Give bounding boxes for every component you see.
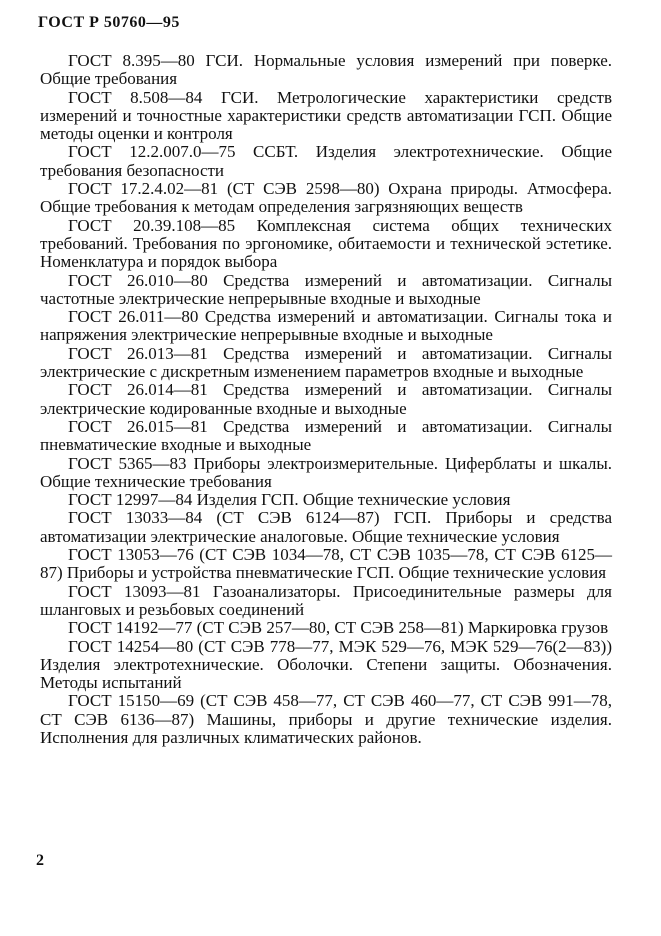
standard-entry: ГОСТ 14192—77 (СТ СЭВ 257—80, СТ СЭВ 258—81) Маркировка грузов — [68, 618, 609, 638]
standard-entry: ГОСТ 14254—80 (СТ СЭВ 778—77, МЭК 529—76, МЭК 529—76(2—83)) Изделия электротехнические. Оболочки. Степени защиты. Обозначения. Методы испытаний — [40, 636, 612, 693]
standard-entry: ГОСТ 13093—81 Газоанализаторы. Присоединительные размеры для шланговых и резьбовых соединений — [40, 581, 612, 619]
standard-entry: ГОСТ 12997—84 Изделия ГСП. Общие технические условия — [68, 490, 511, 510]
standard-entry: ГОСТ 17.2.4.02—81 (СТ СЭВ 2598—80) Охрана природы. Атмосфера. Общие требования к методам определения загрязняющих веществ — [40, 179, 612, 217]
page-number: 2 — [36, 852, 44, 869]
page-header-standard-number: ГОСТ Р 50760—95 — [38, 14, 180, 31]
standard-entry: ГОСТ 26.010—80 Средства измерений и автоматизации. Сигналы частотные электрические непрерывные входные и выходные — [40, 270, 612, 308]
standard-entry: ГОСТ 26.014—81 Средства измерений и автоматизации. Сигналы электрические кодированные входные и выходные — [40, 380, 612, 418]
standard-entry: ГОСТ 5365—83 Приборы электроизмерительные. Циферблаты и шкалы. Общие технические требования — [40, 453, 612, 491]
standard-entry: ГОСТ 26.015—81 Средства измерений и автоматизации. Сигналы пневматические входные и выходные — [40, 416, 612, 455]
standard-entry: ГОСТ 8.395—80 ГСИ. Нормальные условия измерений при поверке. Общие требования — [40, 51, 612, 89]
standard-entry: ГОСТ 26.011—80 Средства измерений и автоматизации. Сигналы тока и напряжения электрические непрерывные входные и выходные — [40, 307, 612, 345]
standard-entry: ГОСТ 8.508—84 ГСИ. Метрологические характеристики средств измерений и точностные характеристики средств автоматизации ГСП. Общие методы оценки и контроля — [40, 87, 612, 144]
standard-entry: ГОСТ 13033—84 (СТ СЭВ 6124—87) ГСП. Приборы и средства автоматизации электрические аналоговые. Общие технические условия — [40, 508, 612, 546]
standard-entry: ГОСТ 26.013—81 Средства измерений и автоматизации. Сигналы электрические с дискретным изменением параметров входные и выходные — [40, 343, 612, 382]
standard-entry: ГОСТ 15150—69 (СТ СЭВ 458—77, СТ СЭВ 460—77, СТ СЭВ 991—78, СТ СЭВ 6136—87) Машины, приборы и другие технические изделия. Исполнения для различных климатических районов. — [40, 691, 612, 747]
referenced-standards-list — [40, 52, 612, 747]
standard-entry: ГОСТ 20.39.108—85 Комплексная система общих технических требований. Требования по эргономике, обитаемости и технической эстетике. Номенклатура и порядок выбора — [40, 215, 612, 272]
standard-entry: ГОСТ 13053—76 (СТ СЭВ 1034—78, СТ СЭВ 1035—78, СТ СЭВ 6125—87) Приборы и устройства пневматические ГСП. Общие технические условия — [40, 545, 612, 583]
standard-entry: ГОСТ 12.2.007.0—75 ССБТ. Изделия электротехнические. Общие требования безопасности — [40, 142, 612, 180]
